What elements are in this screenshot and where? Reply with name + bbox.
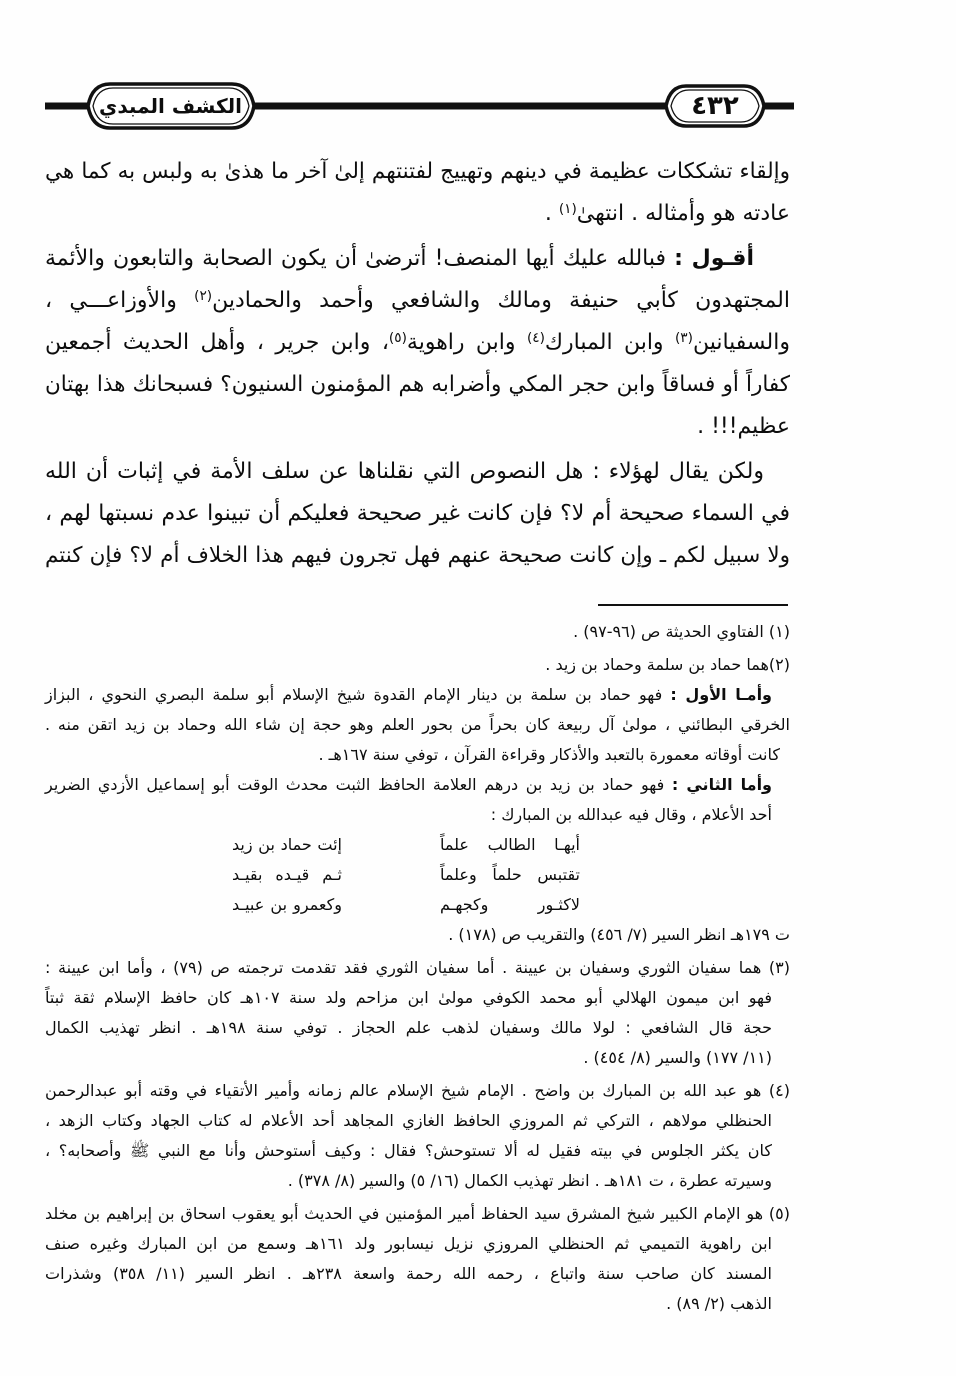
footnote-line: (٤) هو عبد الله بن المبارك بن واضح . الإمام شيخ الإسلام عالم زمانه وأمير الأتقياء في وقته أبو عبدالرحمن xyxy=(45,1081,790,1100)
footnote-separator xyxy=(598,604,788,606)
page-number: ٤٣٢ xyxy=(691,91,739,121)
main-text-line xyxy=(45,322,790,364)
line-text: عادته هو وأمثاله . انتهىٰ xyxy=(576,201,790,226)
footnote-line: الذهب (٢/ ٨٩) . xyxy=(666,1294,772,1313)
footnote-line: (١) الفتاوي الحديثة ص (٩٦-٩٧) . xyxy=(573,622,790,641)
bold-lead: أقـول : xyxy=(674,246,754,271)
poem-second-hemistich: ثـم قيـده بقيـد xyxy=(232,865,342,884)
main-text-line: ولكن يقال لهؤلاء : هل النصوص التي نقلناها عن سلف الأمة في إثبات أن الله xyxy=(45,459,764,484)
page-header xyxy=(0,78,956,134)
line-text: فهو حماد بن سلمة بن دينار الإمام القدوة شيخ الإسلام أبو سلمة البصري النحوي ، البزاز xyxy=(45,685,671,704)
bold-lead: وأما الثاني : xyxy=(671,775,773,794)
poem-second-hemistich: وكعمرو بن عبيـد xyxy=(232,895,342,914)
footnote-line: كان يكثر الجلوس في بيته فقيل له ألا تستوحش؟ فقال : وكيف أستوحش وأنا مع النبي ﷺ وأصحابه؟ ، xyxy=(45,1141,772,1160)
footnote-line: حجة قال الشافعي : لولا مالك وسفيان لذهب علم الحجاز . توفي سنة ١٩٨هـ . انظر تهذيب الكمال xyxy=(45,1018,772,1037)
line-text: فبالله عليك أيها المنصف! أترضىٰ أن يكون الصحابة والتابعون والأئمة xyxy=(45,246,675,271)
main-text-line: ولا سبيل لكم ـ وإن كانت صحيحة عنهم فهل تجرون فيهم هذا الخلاف أم لا؟ فإن كنتم xyxy=(45,543,790,568)
line-text: . xyxy=(544,201,559,226)
footnote-line: كانت أوقاته معمورة بالتعبد والأذكار وقراءة القرآن ، توفي سنة ١٦٧هـ . xyxy=(318,745,780,764)
footnote-line: المسند كان صاحب سنة واتباع ، رحمه الله رحمة واسعة ٢٣٨هـ . انظر السير (١١/ ٣٥٨) وشذرات xyxy=(45,1264,772,1283)
footnote-line: (٥) هو الإمام الكبير شيخ المشرق سيد الحفاظ أمير المؤمنين في الحديث أبو يعقوب اسحاق بن إبراهيم بن مخلد xyxy=(45,1204,790,1223)
footnote-line: (١١/ ١٧٧) والسير (٨/ ٤٥٤) . xyxy=(583,1048,772,1067)
poem-verse xyxy=(45,860,790,890)
line-text: وابن المبارك xyxy=(544,330,675,355)
line-text: فهو حماد بن زيد بن درهم العلامة الحافظ الثبت محدث الوقت أبو إسماعيل الأزدي الضرير xyxy=(45,775,672,794)
footnote-ref: (١) xyxy=(558,200,577,217)
main-text-line: كفاراً أو فساقاً وابن حجر المكي وأضرابه هم المؤمنون السنيون؟ فسبحانك هذا بهتان xyxy=(45,372,790,397)
poem-first-hemistich: تقتبس حلماً وعلماً xyxy=(440,865,580,884)
bold-lead: وأمـا الأول : xyxy=(670,685,773,704)
book-title: الكشف المبدي xyxy=(99,94,242,118)
poem-first-hemistich: أيهـا الطالب علماً xyxy=(440,835,580,854)
main-text-line: في السماء صحيحة أم لا؟ فإن كانت غير صحيحة فعليكم أن تبينوا عدم نسبتها لهم ، xyxy=(45,501,790,526)
footnote-line: أحد الأعلام ، وقال فيه عبدالله بن المبارك : xyxy=(490,805,772,824)
footnote-ref: (٢) xyxy=(194,287,213,304)
main-text-line: عظيم!!! . xyxy=(697,414,790,439)
footnote-line: الخرقي البطائني ، مولىٰ آل ربيعة كان بحراً من بحور العلم وهو حجة إن شاء الله وحماد بن زيد اتقن منه . xyxy=(45,715,790,734)
footnote-line: الحنظلي مولاهم ، التركي ثم المروزي الحافظ الغازي المجاهد أحد الأعلام له كتاب الجهاد وكتاب الزهد ، xyxy=(45,1111,772,1130)
line-text: وابن راهوية xyxy=(406,330,527,355)
line-text: والسفيانين xyxy=(692,330,790,355)
footnote-line: (٣) هما سفيان الثوري وسفيان بن عيينة . أما سفيان الثوري فقد تقدمت ترجمته ص (٧٩) ، وأما ابن عيينة : xyxy=(45,958,790,977)
poem-second-hemistich: إئت حماد بن زيد xyxy=(232,835,342,854)
main-text xyxy=(45,151,790,577)
line-text: المجتهدون كأبي حنيفة ومالك والشافعي وأحمد والحمادين xyxy=(212,288,790,313)
footnote-ref: (٣) xyxy=(674,329,693,346)
footnote-line: ابن راهوية التميمي ثم الحنظلي المروزي نزيل نيسابور ولد ١٦١هـ وسمع من ابن المبارك وغيره صنف xyxy=(45,1234,772,1253)
footnote-line: وسيرته عطرة ، ت ١٨١هـ . انظر تهذيب الكمال (١٦/ ٥) والسير (٨/ ٣٧٨) . xyxy=(287,1171,772,1190)
poem-verse xyxy=(45,830,790,860)
line-text: ، وابن جرير ، وأهل الحديث أجمعين xyxy=(45,330,389,355)
main-text-line: وإلقاء تشككات عظيمة في دينهم وتهييج لفتنتهم إلىٰ آخر ما هذىٰ به ولبس به كما هي xyxy=(45,159,790,184)
footnotes xyxy=(45,617,790,1319)
poem-verse xyxy=(45,890,790,920)
footnote-line xyxy=(45,770,790,800)
main-text-line xyxy=(45,238,790,280)
main-text-line xyxy=(45,280,790,322)
footnote-line xyxy=(45,680,790,710)
line-text: والأوزاعـــي ، xyxy=(45,288,195,313)
footnote-ref: (٤) xyxy=(526,329,545,346)
main-text-line xyxy=(45,193,790,235)
footnote-line: فهو ابن ميمون الهلالي أبو محمد الكوفي مولىٰ ابن مزاحم ولد سنة ١٠٧هـ كان حافظ الإسلام ثقة ثبتاً xyxy=(45,988,773,1007)
poem-first-hemistich: لاكثـور وكجهـم xyxy=(440,895,580,914)
footnote-line: ت ١٧٩هـ انظر السير (٧/ ٤٥٦) والتقريب ص (١٧٨) . xyxy=(448,925,790,944)
footnote-line: (٢)هما حماد بن سلمة وحماد بن زيد . xyxy=(545,655,790,674)
footnote-ref: (٥) xyxy=(388,329,407,346)
